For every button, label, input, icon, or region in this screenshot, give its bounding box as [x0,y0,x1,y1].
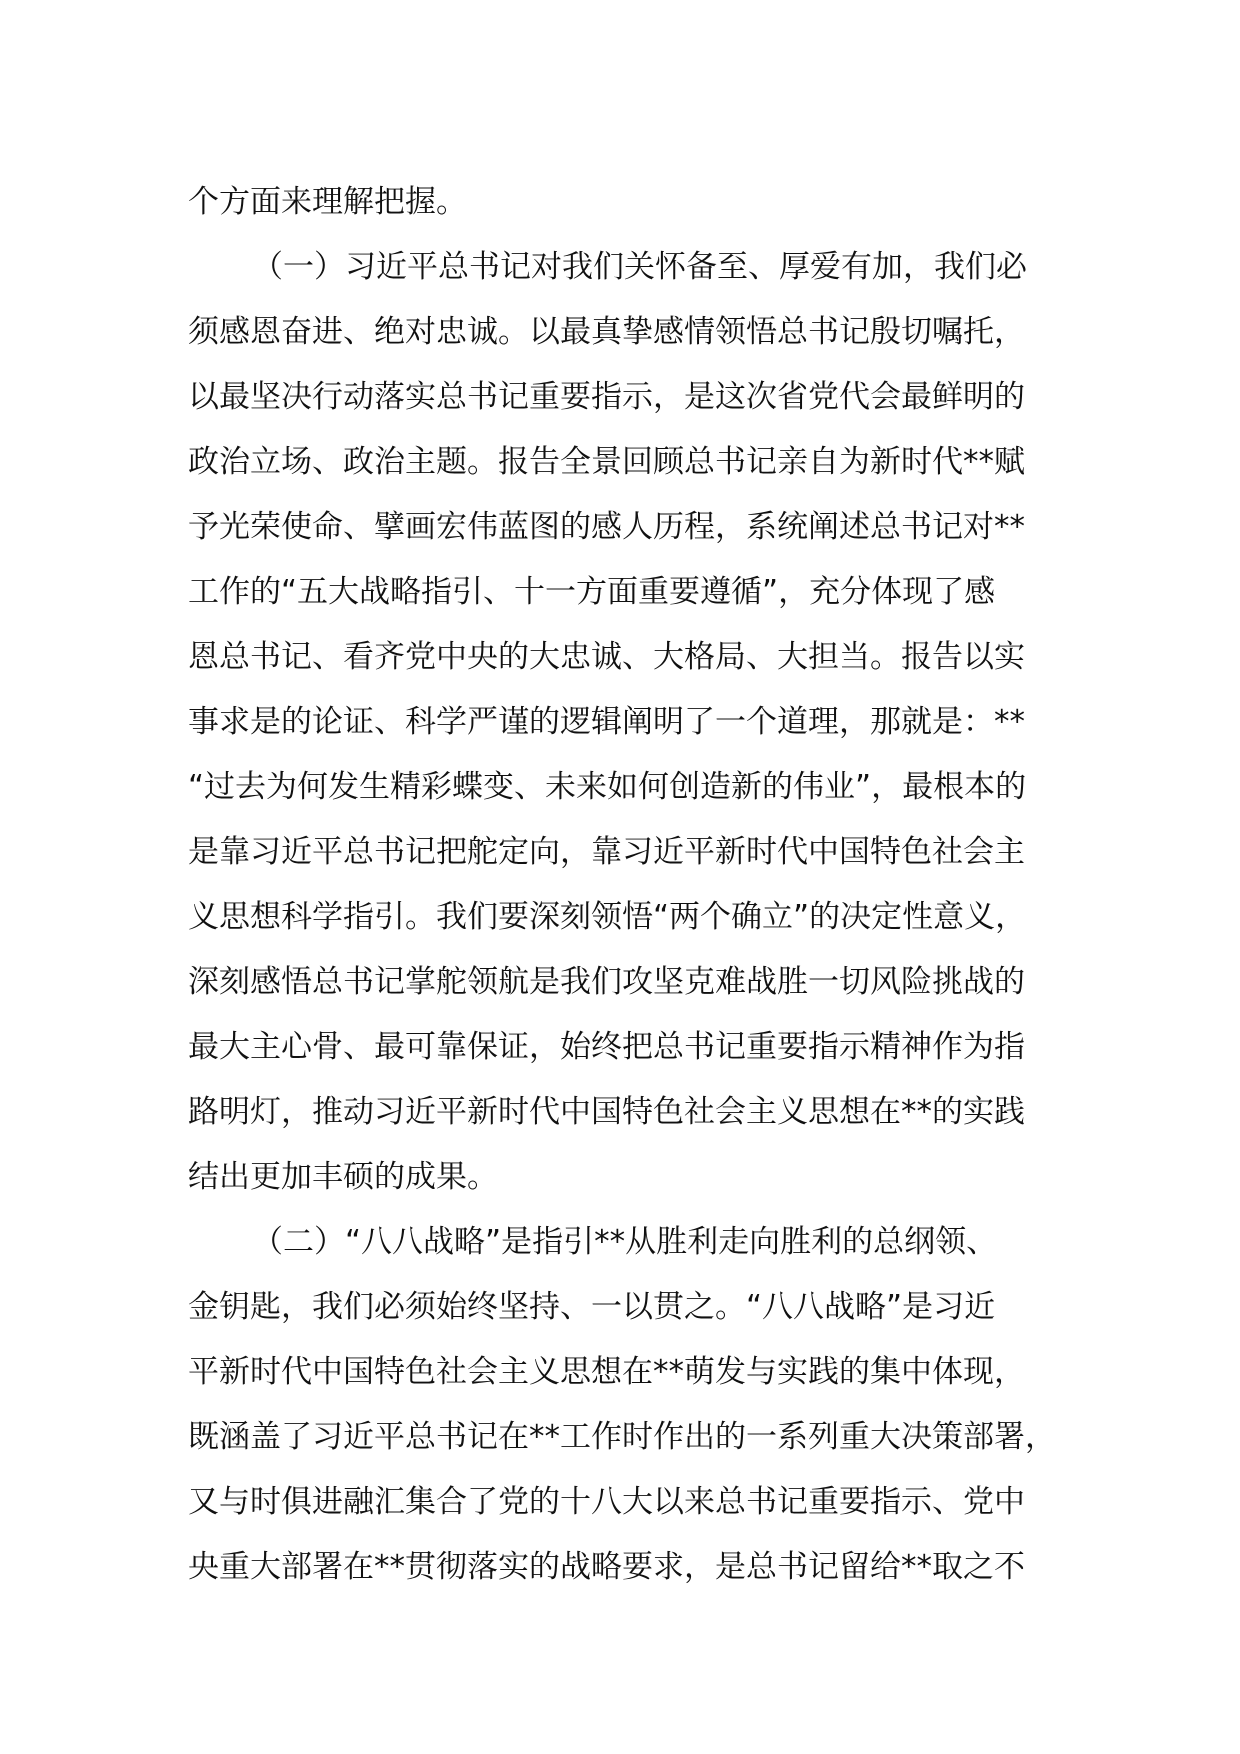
text-line: 又与时俱进融汇集合了党的十八大以来总书记重要指示、党中 [188,1484,1025,1520]
paragraph-one-start: （一）习近平总书记对我们关怀备至、厚爱有加，我们必 [252,249,1027,285]
text-line: 央重大部署在**贯彻落实的战略要求，是总书记留给**取之不 [188,1549,1025,1585]
text-line: 政治立场、政治主题。报告全景回顾总书记亲自为新时代**赋 [188,444,1025,480]
text-line: 恩总书记、看齐党中央的大忠诚、大格局、大担当。报告以实 [188,639,1025,675]
text-line: 结出更加丰硕的成果。 [188,1159,498,1195]
text-line: “过去为何发生精彩蝶变、未来如何创造新的伟业”，最根本的 [188,769,1027,805]
text-line: 事求是的论证、科学严谨的逻辑阐明了一个道理，那就是：** [188,704,1025,740]
text-line: 路明灯，推动习近平新时代中国特色社会主义思想在**的实践 [188,1094,1025,1130]
text-line: 金钥匙，我们必须始终坚持、一以贯之。“八八战略”是习近 [188,1289,996,1325]
text-line: 义思想科学指引。我们要深刻领悟“两个确立”的决定性意义， [188,899,1027,935]
text-line: 平新时代中国特色社会主义思想在**萌发与实践的集中体现， [188,1354,1025,1390]
text-line: 工作的“五大战略指引、十一方面重要遵循”，充分体现了感 [188,574,996,610]
body-text [188,170,1068,1600]
text-line: 是靠习近平总书记把舵定向，靠习近平新时代中国特色社会主 [188,834,1025,870]
text-line: 既涵盖了习近平总书记在**工作时作出的一系列重大决策部署， [188,1419,1056,1455]
text-line: 深刻感悟总书记掌舵领航是我们攻坚克难战胜一切风险挑战的 [188,964,1025,1000]
text-line: 以最坚决行动落实总书记重要指示，是这次省党代会最鲜明的 [188,379,1025,415]
text-line: 予光荣使命、擘画宏伟蓝图的感人历程，系统阐述总书记对** [188,509,1025,545]
text-line: 最大主心骨、最可靠保证，始终把总书记重要指示精神作为指 [188,1029,1025,1065]
paragraph-two-start: （二）“八八战略”是指引**从胜利走向胜利的总纲领、 [252,1224,998,1260]
text-line: 须感恩奋进、绝对忠诚。以最真挚感情领悟总书记殷切嘱托， [188,314,1025,350]
text-line: 个方面来理解把握。 [188,184,467,220]
